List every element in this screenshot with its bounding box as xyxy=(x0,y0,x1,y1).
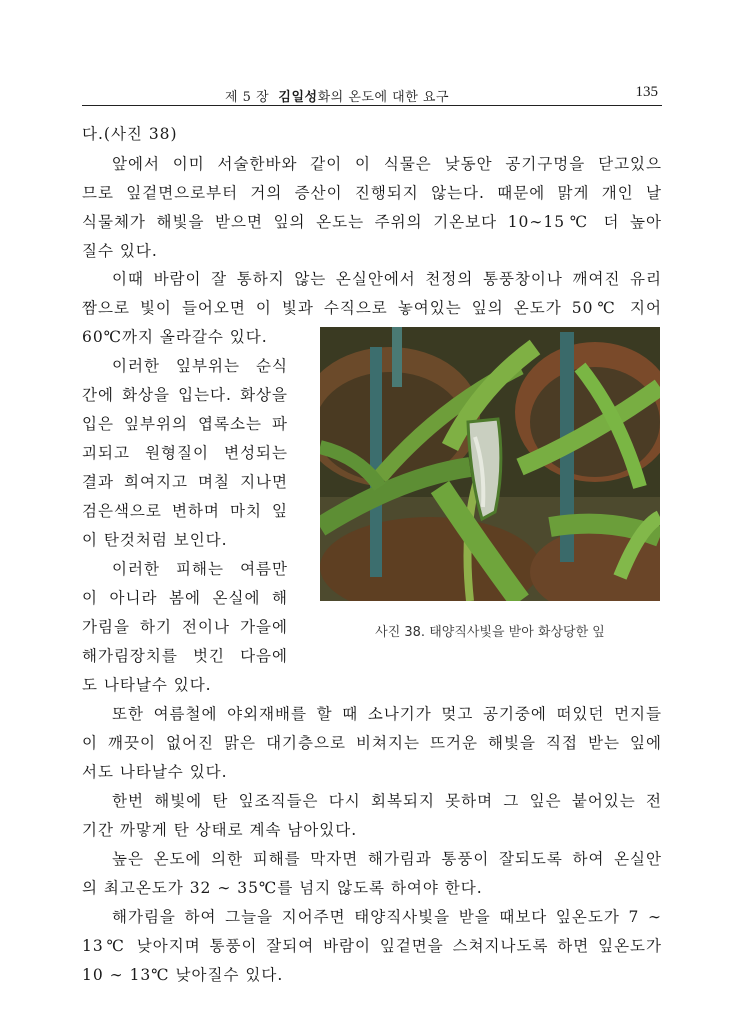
text-line: 짬으로 빛이 들어오면 이 빛과 수직으로 놓여있는 잎의 온도가 50℃ 지어 xyxy=(82,299,662,317)
text-line: 질수 있다. xyxy=(82,242,158,260)
text-line: 서도 나타날수 있다. xyxy=(82,763,228,781)
text-line: 다.(사진 38) xyxy=(82,125,178,143)
text-line: 므로 잎겉면으로부터 거의 증산이 진행되지 않는다. 때문에 맑게 개인 날 xyxy=(82,184,662,202)
text-line: 또한 여름철에 야외재배를 할 때 소나기가 멎고 공기중에 떠있던 먼지들 xyxy=(112,705,662,723)
running-header xyxy=(82,84,662,106)
text-line: 이 아니라 봄에 온실에 해 xyxy=(82,589,288,607)
text-line: 앞에서 이미 서술한바와 같이 이 식물은 낮동안 공기구멍을 닫고있으 xyxy=(112,155,662,173)
text-line: 해가림을 하여 그늘을 지어주면 태양직사빛을 받을 때보다 잎온도가 7 ∼ xyxy=(112,908,662,926)
text-line: 검은색으로 변하며 마치 잎 xyxy=(82,502,288,520)
header-title-bold: 김일성 xyxy=(278,90,318,105)
text-line: 이 깨끗이 없어진 맑은 대기층으로 비쳐지는 뜨거운 해빛을 직접 받는 잎에 xyxy=(82,734,662,752)
text-line: 이 탄것처럼 보인다. xyxy=(82,531,228,549)
text-line: 이때 바람이 잘 통하지 않는 온실안에서 천정의 통풍창이나 깨여진 유리 xyxy=(112,270,662,288)
header-rule xyxy=(82,105,662,106)
text-line: 10 ∼ 13℃ 낮아질수 있다. xyxy=(82,966,284,984)
text-line: 가림을 하기 전이나 가을에 xyxy=(82,618,288,636)
text-line: 간에 화상을 입는다. 화상을 xyxy=(82,386,288,404)
text-line: 이러한 잎부위는 순식 xyxy=(112,357,288,375)
text-line: 기간 까맣게 탄 상태로 계속 남아있다. xyxy=(82,821,358,839)
header-title-rest: 화의 온도에 대한 요구 xyxy=(317,90,450,105)
text-line: 의 최고온도가 32 ∼ 35℃를 넘지 않도록 하여야 한다. xyxy=(82,879,483,897)
text-line: 60℃까지 올라갈수 있다. xyxy=(82,328,268,346)
text-line: 식물체가 해빛을 받으면 잎의 온도는 주위의 기온보다 10∼15℃ 더 높아 xyxy=(82,213,662,231)
text-line: 높은 온도에 의한 피해를 막자면 해가림과 통풍이 잘되도록 하여 온실안 xyxy=(112,850,662,868)
header-chapter: 제 5 장 xyxy=(224,90,270,105)
text-line: 입은 잎부위의 엽록소는 파 xyxy=(82,415,288,433)
text-line: 도 나타날수 있다. xyxy=(82,676,212,694)
page-number: 135 xyxy=(635,84,658,100)
text-line: 13℃ 낮아지며 통풍이 잘되여 바람이 잎겉면을 스쳐지나도록 하면 잎온도가 xyxy=(82,937,662,955)
figure-caption: 사진 38. 태양직사빛을 받아 화상당한 잎 xyxy=(375,625,605,640)
text-line: 이러한 피해는 여름만 xyxy=(112,560,288,578)
text-line: 한번 해빛에 탄 잎조직들은 다시 회복되지 못하며 그 잎은 붙어있는 전 xyxy=(112,792,662,810)
text-line: 해가림장치를 벗긴 다음에 xyxy=(82,647,288,665)
text-line: 괴되고 원형질이 변성되는 xyxy=(82,444,288,462)
header-title xyxy=(82,86,592,105)
burned-leaf-photo xyxy=(320,327,660,601)
text-line: 결과 희여지고 며칠 지나면 xyxy=(82,473,288,491)
